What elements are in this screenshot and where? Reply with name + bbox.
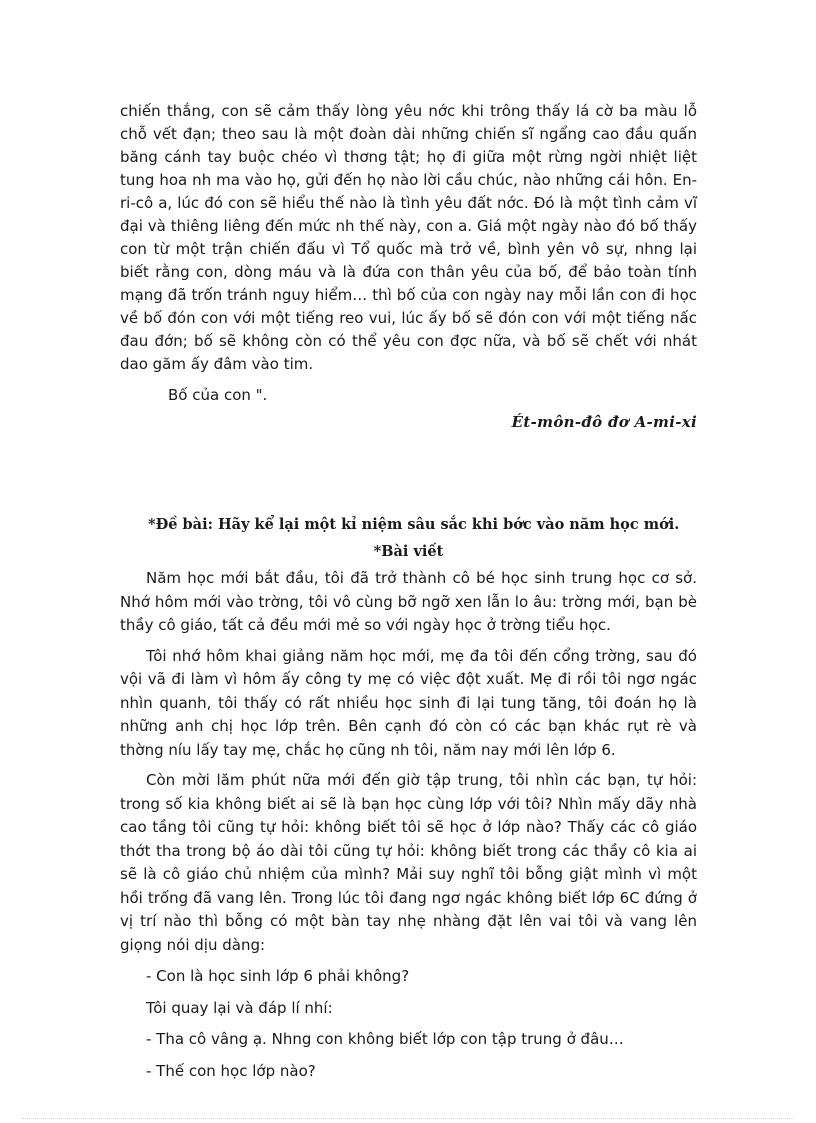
essay-paragraph: Còn mời lăm phút nữa mới đến giờ tập trung, tôi nhìn các bạn, tự hỏi: trong số kia không biết ai sẽ là bạn học cùng lớp với tôi? Nhìn mấy dãy nhà cao tầng tôi cũng tự hỏi: không biết tôi sẽ học ở lớp nào? Thấy các cô giáo thớt tha trong bộ áo dài tôi cũng tự hỏi: không biết trong các thầy cô kia ai sẽ là cô giáo chủ nhiệm của mình? Mải suy nghĩ tôi bỗng giật mình vì một hồi trống đã vang lên. Trong lúc tôi đang ngơ ngác không biết lớp 6C đứng ở vị trí nào thì bỗng có một bàn tay nhẹ nhàng đặt lên vai tôi và vang lên giọng nói dịu dàng: — [120, 771, 697, 954]
dialogue-line: - Tha cô vâng ạ. Nhng con không biết lớp con tập trung ở đâu… — [146, 1030, 624, 1048]
dialogue-line: - Thế con học lớp nào? — [146, 1061, 316, 1080]
document-page — [120, 100, 697, 1083]
dialogue-line: Tôi quay lại và đáp lí nhí: — [146, 998, 333, 1017]
essay-prompt-title: *Đề bài: Hãy kể lại một kỉ niệm sâu sắc khi bớc vào năm học mới. — [148, 516, 680, 533]
essay-heading: *Bài viết — [373, 543, 444, 560]
essay-paragraph: Năm học mới bắt đầu, tôi đã trở thành cô bé học sinh trung học cơ sở. Nhớ hôm mới vào trờng, tôi vô cùng bỡ ngỡ xen lẫn lo âu: trờng mới, bạn bè thầy cô giáo, tất cả đều mới mẻ so với ngày học ở trờng tiểu học. — [120, 569, 697, 634]
dialogue-line: - Con là học sinh lớp 6 phải không? — [146, 967, 410, 985]
page-bottom-divider — [22, 1118, 794, 1119]
letter-author-signature: Ét-môn-đô đơ A-mi-xi — [511, 413, 697, 431]
letter-signoff: Bố của con ". — [168, 386, 268, 404]
essay-paragraph: Tôi nhớ hôm khai giảng năm học mới, mẹ đa tôi đến cổng trờng, sau đó vội vã đi làm vì hôm ấy công ty mẹ có việc đột xuất. Mẹ đi rồi tôi ngơ ngác nhìn quanh, tôi thấy có rất nhiều học sinh đi lại tung tăng, tôi đoán họ là những anh chị học lớp trên. Bên cạnh đó còn có các bạn khác rụt rè và thờng níu lấy tay mẹ, chắc họ cũng nh tôi, năm nay mới lên lớp 6. — [120, 646, 697, 759]
letter-body-paragraph: chiến thắng, con sẽ cảm thấy lòng yêu nớc khi trông thấy lá cờ ba màu lỗ chỗ vết đạn; theo sau là một đoàn dài những chiến sĩ ngẩng cao đầu quấn băng cánh tay buộc chéo vì thơng tật; họ đi giữa một rừng ngời nhiệt liệt tung hoa nh ma vào họ, gửi đến họ nào lời cầu chúc, nào những cái hôn. En-ri-cô a, lúc đó con sẽ hiểu thế nào là tình yêu đất nớc. Đó là một tình cảm vĩ đại và thiêng liêng đến mức nh thế này, con a. Giá một ngày nào đó bố thấy con từ một trận chiến đấu vì Tổ quốc mà trở về, bình yên vô sự, nhng lại biết rằng con, dòng máu và là đứa con thân yêu của bố, để bảo toàn tính mạng đã trốn tránh nguy hiểm… thì bố của con ngày nay mỗi lần con đi học về bố đón con với một tiếng reo vui, lúc ấy bố sẽ đón con với một tiếng nấc đau đớn; bố sẽ không còn có thể yêu con đợc nữa, và bố sẽ chết với nhát dao găm ấy đâm vào tim. — [120, 102, 697, 373]
